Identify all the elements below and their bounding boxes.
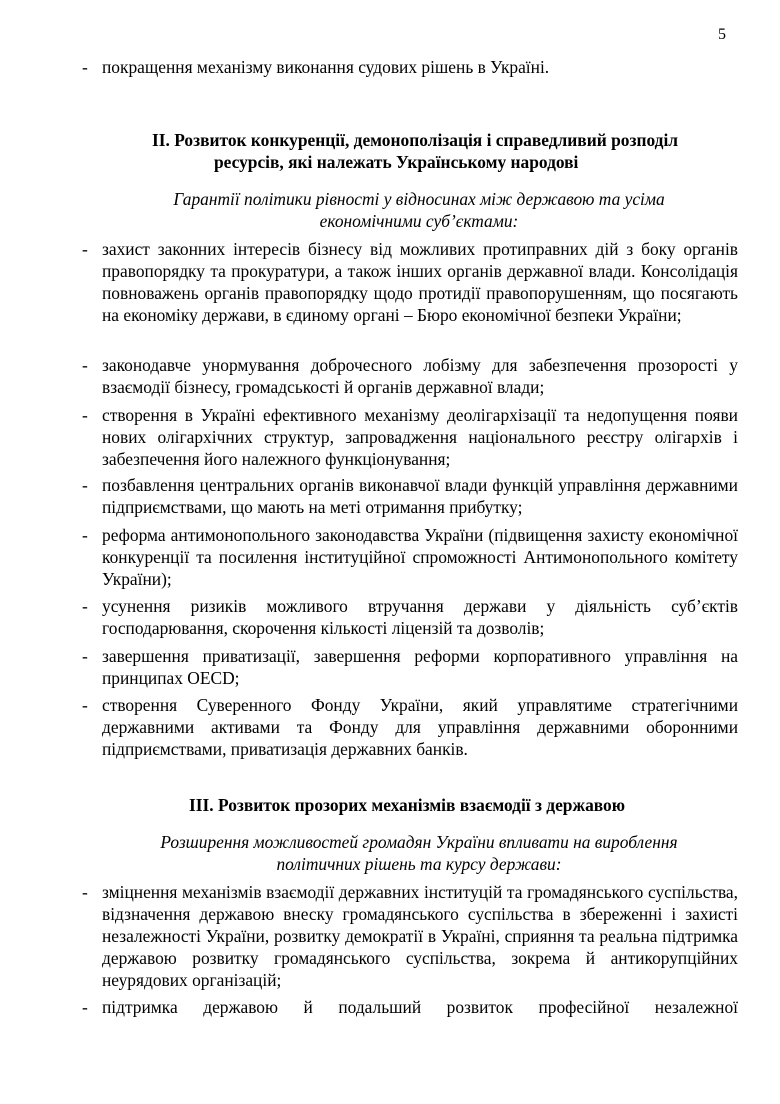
list-item-text: реформа антимонопольного законодавства України (підвищення захисту економічної конкуренції та посилення інституційної спроможності Антимонопольного комітету України); [102, 525, 738, 589]
list-item [82, 524, 738, 590]
list-item-text: усунення ризиків можливого втручання держави у діяльність суб’єктів господарювання, скорочення кількості ліцензій та дозволів; [102, 596, 738, 638]
list-item [82, 694, 738, 760]
list-item-text: законодавче унормування доброчесного лобізму для забезпечення прозорості у взаємодії бізнесу, громадськості й органів державної влади; [102, 355, 738, 397]
list-dash: - [82, 695, 88, 715]
list-item [82, 404, 738, 470]
list-item-text: завершення приватизації, завершення реформи корпоративного управління на принципах OECD; [102, 646, 738, 688]
section-2-heading-line-2: ресурсів, які належать Українському народові [214, 152, 579, 172]
list-item-text: позбавлення центральних органів виконавчої влади функцій управління державними підприємствами, що мають на меті отримання прибутку; [102, 475, 738, 517]
list-item [82, 354, 738, 398]
list-dash: - [82, 475, 88, 495]
list-dash: - [82, 646, 88, 666]
list-item [82, 645, 738, 689]
list-item [82, 881, 738, 991]
list-item-text: створення Суверенного Фонду України, який управлятиме стратегічними державними активами та Фонду для управління державними оборонними підприємствами, приватизація державних банків. [102, 695, 738, 759]
page-number: 5 [718, 26, 726, 43]
list-dash: - [82, 239, 88, 259]
list-item-text: зміцнення механізмів взаємодії державних інституцій та громадянського суспільства, відзначення державою внеску громадянського суспільства в збереженні і захисті незалежності України, розвитку демократії в Україні, сприяння та реальна підтримка державою розвитку громадянського суспільства, зокрема й антикорупційних неурядових організацій; [102, 882, 738, 990]
section-2-subheading-line-2: економічними суб’єктами: [319, 211, 519, 231]
list-item [82, 474, 738, 518]
section-3-heading: ІІІ. Розвиток прозорих механізмів взаємодії з державою [189, 795, 626, 815]
list-item-text: захист законних інтересів бізнесу від можливих протиправних дій з боку органів правопорядку та прокуратури, а також інших органів державної влади. Консолідація повноважень органів правопорядку щодо протидії правопорушенням, що посягають на економіку держави, в єдиному органі – Бюро економічної безпеки України; [102, 239, 738, 325]
list-item [82, 238, 738, 326]
list-dash: - [82, 525, 88, 545]
section-3-subheading-line-1: Розширення можливостей громадян України впливати на вироблення [160, 832, 678, 852]
section-2-heading-line-1: ІІ. Розвиток конкуренції, демонополізація і справедливий розподіл [152, 130, 679, 150]
list-item [82, 996, 738, 1018]
section-2-subheading-line-1: Гарантії політики рівності у відносинах між державою та усіма [173, 189, 665, 209]
list-dash: - [82, 355, 88, 375]
list-item-text: підтримка державою й подальший розвиток професійної незалежної [102, 997, 738, 1017]
list-dash: - [82, 405, 88, 425]
list-item-text: створення в Україні ефективного механізму деолігархізації та недопущення появи нових олігархічних структур, запровадження національного реєстру олігархів і забезпечення його належного функціонування; [102, 405, 738, 469]
list-item-text: покращення механізму виконання судових рішень в Україні. [102, 57, 550, 77]
list-dash: - [82, 57, 88, 77]
list-dash: - [82, 997, 88, 1017]
section-3-subheading-line-2: політичних рішень та курсу держави: [276, 854, 562, 874]
list-item [82, 56, 738, 78]
list-item [82, 595, 738, 639]
list-dash: - [82, 596, 88, 616]
list-dash: - [82, 882, 88, 902]
